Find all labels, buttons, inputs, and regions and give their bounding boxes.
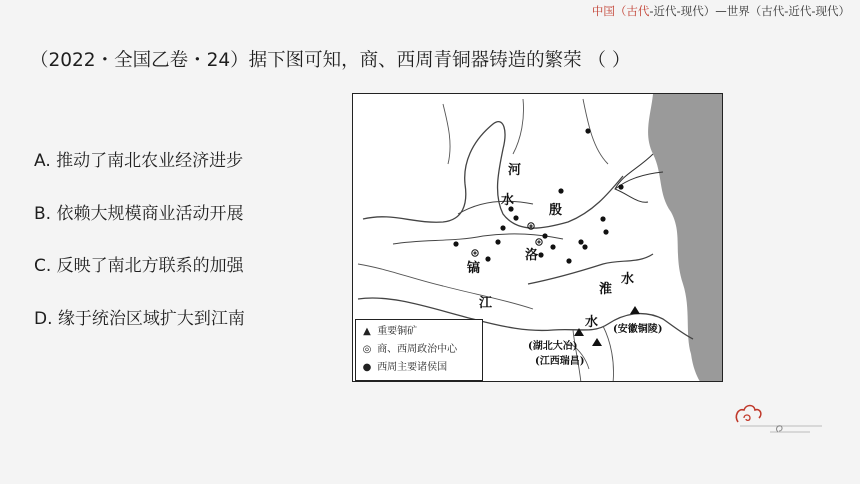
label-jiang: 江 — [479, 296, 493, 311]
option-a[interactable]: A. 推动了南北农业经济进步 — [34, 151, 244, 171]
answer-options — [34, 146, 245, 356]
legend-row-state — [360, 359, 478, 377]
label-luo: 洛 — [525, 248, 539, 263]
triangle-icon: ▲ — [363, 326, 371, 337]
legend-row-mine — [360, 323, 478, 341]
label-shui-3: 水 — [621, 272, 635, 287]
breadcrumb-part-3: -近代-现代）—世界（古代-近代-现代） — [649, 4, 850, 18]
label-huai: 淮 — [599, 282, 613, 297]
option-c[interactable]: C. 反映了南北方联系的加强 — [34, 256, 244, 276]
label-hao: 镐 — [467, 261, 481, 276]
option-d[interactable]: D. 缘于统治区域扩大到江南 — [34, 308, 245, 329]
historical-map — [352, 93, 723, 382]
legend-state-label: 西周主要诸侯国 — [377, 362, 448, 373]
cloud-ornament-icon — [730, 398, 830, 438]
label-shui-2: 水 — [585, 315, 599, 330]
question-stem: （2022・全国乙卷・24）据下图可知，商、西周青铜器铸造的繁荣 （ ） — [30, 50, 631, 71]
bullseye-icon: ◎ — [362, 344, 372, 355]
breadcrumb-part-2: 古代 — [626, 4, 650, 18]
map-legend — [355, 319, 483, 381]
sea-area — [648, 94, 723, 382]
breadcrumb-part-1: 中国（ — [591, 4, 627, 18]
huai-river — [528, 254, 653, 284]
label-jiangxi-ruichang: (江西瑞昌) — [535, 356, 585, 367]
label-yin: 殷 — [549, 203, 563, 218]
yellow-river — [363, 122, 623, 229]
option-b[interactable]: B. 依赖大规模商业活动开展 — [34, 203, 244, 224]
legend-row-center — [360, 341, 478, 359]
label-hubei-daye: (湖北大冶) — [528, 341, 578, 352]
label-anhui-tongling: (安徽铜陵) — [613, 324, 663, 335]
legend-mine-label: 重要铜矿 — [377, 326, 418, 337]
label-he: 河 — [508, 163, 522, 178]
legend-center-label: 商、西周政治中心 — [377, 344, 458, 355]
label-shui-1: 水 — [501, 193, 515, 208]
course-breadcrumb — [592, 0, 850, 22]
dot-icon: ● — [362, 362, 372, 373]
